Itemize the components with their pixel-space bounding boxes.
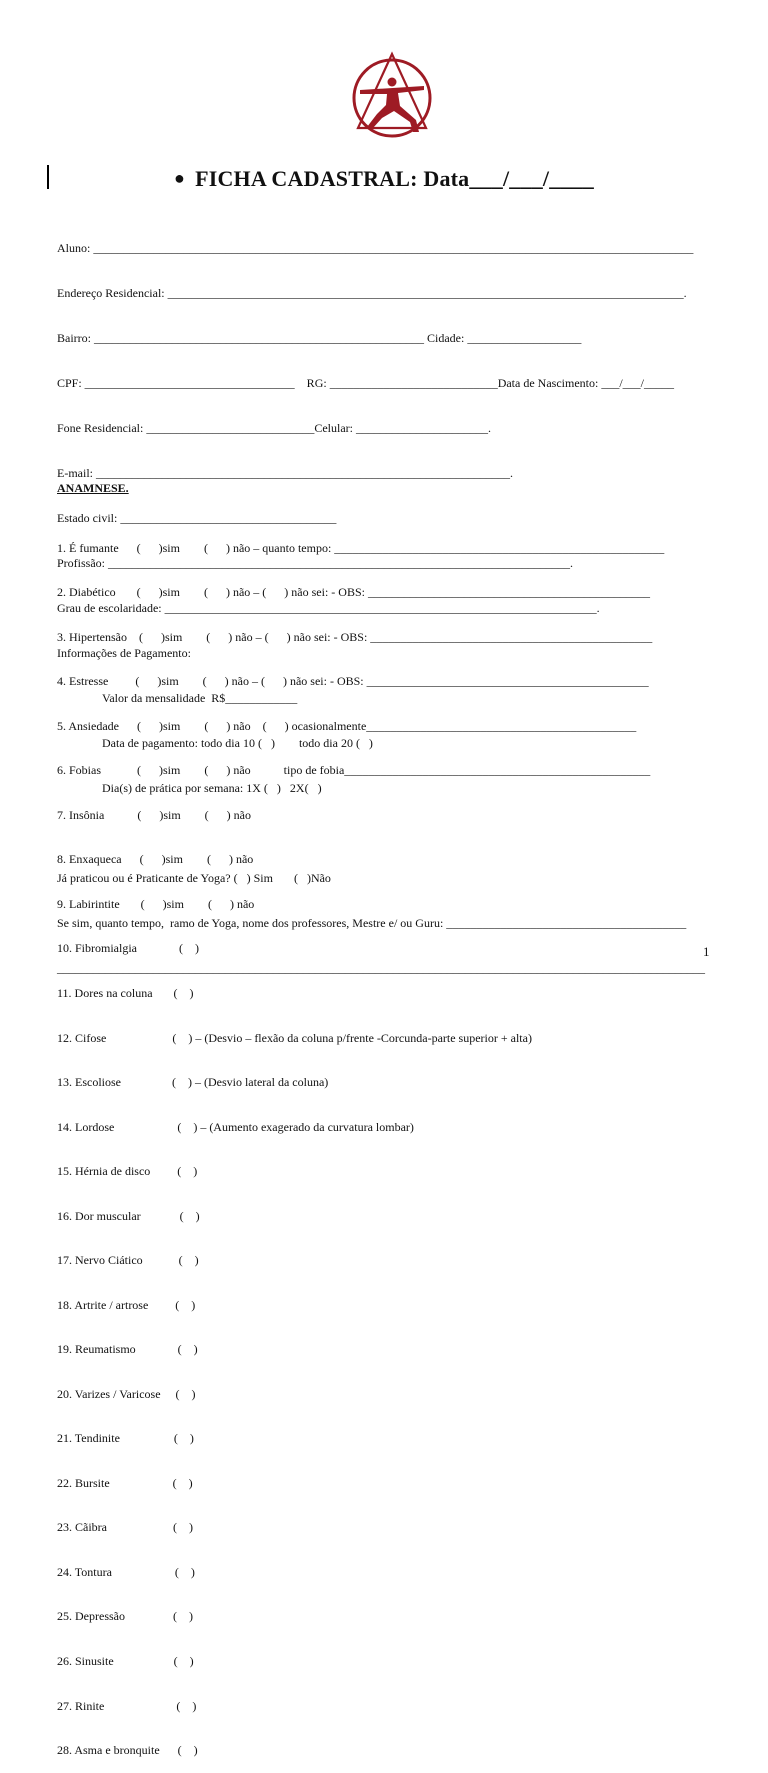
field-fone-celular[interactable]: Fone Residencial: ____________________________Celular: ______________________.	[57, 421, 491, 435]
field-endereco[interactable]: Endereço Residencial: ______________________________________________________________________________________.	[57, 286, 687, 300]
field-data-pagamento[interactable]: Data de pagamento: todo dia 10 ( ) todo dia 20 ( )	[102, 736, 373, 750]
title-bullet: ●	[173, 168, 186, 188]
anamnese-list	[57, 511, 664, 1773]
field-se-sim[interactable]: Se sim, quanto tempo, ramo de Yoga, nome dos professores, Mestre e/ ou Guru: ________________________________________	[57, 916, 687, 930]
field-mensalidade[interactable]: Valor da mensalidade R$____________	[102, 691, 298, 705]
form-title	[0, 166, 768, 192]
yoga-logo	[346, 48, 438, 140]
anamnese-item[interactable]: 4. Estresse ( )sim ( ) não – ( ) não sei: - OBS: _______________________________________________	[57, 674, 649, 689]
anamnese-item[interactable]: 6. Fobias ( )sim ( ) não tipo de fobia___________________________________________________	[57, 763, 651, 778]
payment-info-label: Informações de Pagamento:	[57, 646, 191, 660]
field-aluno[interactable]: Aluno: ____________________________________________________________________________________________________	[57, 241, 694, 255]
anamnese-item[interactable]: 16. Dor muscular ( )	[57, 1208, 200, 1223]
page-number: 1	[703, 944, 710, 959]
anamnese-item[interactable]: 14. Lordose ( ) – (Aumento exagerado da curvatura lombar)	[57, 1119, 414, 1134]
anamnese-item[interactable]: 20. Varizes / Varicose ( )	[57, 1386, 196, 1401]
anamnese-item[interactable]: 23. Cãibra ( )	[57, 1520, 193, 1535]
anamnese-item[interactable]: 15. Hérnia de disco ( )	[57, 1164, 198, 1179]
anamnese-item[interactable]: 12. Cifose ( ) – (Desvio – flexão da coluna p/frente -Corcunda-parte superior + alta)	[57, 1030, 532, 1045]
field-dias-pratica[interactable]: Dia(s) de prática por semana: 1X ( ) 2X( )	[102, 781, 322, 795]
anamnese-item[interactable]: 11. Dores na coluna ( )	[57, 986, 194, 1000]
field-estado-civil[interactable]: Estado civil: ____________________________________	[57, 511, 337, 525]
anamnese-item[interactable]: 7. Insônia ( )sim ( ) não	[57, 807, 251, 822]
field-email[interactable]: E-mail: _____________________________________________________________________.	[57, 466, 513, 480]
anamnese-item[interactable]: 8. Enxaqueca ( )sim ( ) não	[57, 852, 254, 867]
anamnese-item[interactable]: 25. Depressão ( )	[57, 1609, 193, 1624]
anamnese-heading: ANAMNESE.	[57, 481, 129, 495]
anamnese-item[interactable]: 19. Reumatismo ( )	[57, 1342, 198, 1357]
anamnese-item[interactable]: 1. É fumante ( )sim ( ) não – quanto tempo: _______________________________________________________	[57, 540, 665, 555]
anamnese-item[interactable]: 2. Diabético ( )sim ( ) não – ( ) não sei: - OBS: _______________________________________________	[57, 585, 650, 600]
field-extra-line[interactable]: ____________________________________________________________________________________________________________	[57, 961, 705, 975]
anamnese-item[interactable]: 18. Artrite / artrose ( )	[57, 1297, 196, 1312]
field-bairro-cidade[interactable]: Bairro: _______________________________________________________ Cidade: ___________________	[57, 331, 582, 345]
anamnese-item[interactable]: 28. Asma e bronquite ( )	[57, 1743, 198, 1758]
anamnese-item[interactable]: 13. Escoliose ( ) – (Desvio lateral da coluna)	[57, 1075, 329, 1090]
anamnese-item[interactable]: 21. Tendinite ( )	[57, 1431, 194, 1446]
field-praticou-yoga[interactable]: Já praticou ou é Praticante de Yoga? ( ) Sim ( )Não	[57, 871, 331, 885]
anamnese-item[interactable]: 3. Hipertensão ( )sim ( ) não – ( ) não sei: - OBS: _______________________________________________	[57, 629, 653, 644]
anamnese-item[interactable]: 27. Rinite ( )	[57, 1698, 197, 1713]
field-escolaridade[interactable]: Grau de escolaridade: ________________________________________________________________________.	[57, 601, 600, 615]
field-cpf-rg-nascimento[interactable]: CPF: ___________________________________ RG: ____________________________Data de Nascimento: ___/___/_____	[57, 376, 674, 390]
anamnese-item[interactable]: 10. Fibromialgia ( )	[57, 941, 199, 956]
anamnese-item[interactable]: 9. Labirintite ( )sim ( ) não	[57, 896, 255, 911]
anamnese-item[interactable]: 22. Bursite ( )	[57, 1475, 193, 1490]
field-profissao[interactable]: Profissão: _____________________________________________________________________________.	[57, 556, 573, 570]
anamnese-item[interactable]: 5. Ansiedade ( )sim ( ) não ( ) ocasionalmente_____________________________________________	[57, 718, 637, 733]
title-text: FICHA CADASTRAL: Data___/___/____	[195, 166, 595, 191]
anamnese-item[interactable]: 24. Tontura ( )	[57, 1564, 195, 1579]
anamnese-item[interactable]: 26. Sinusite ( )	[57, 1653, 194, 1668]
anamnese-item[interactable]: 17. Nervo Ciático ( )	[57, 1253, 199, 1268]
